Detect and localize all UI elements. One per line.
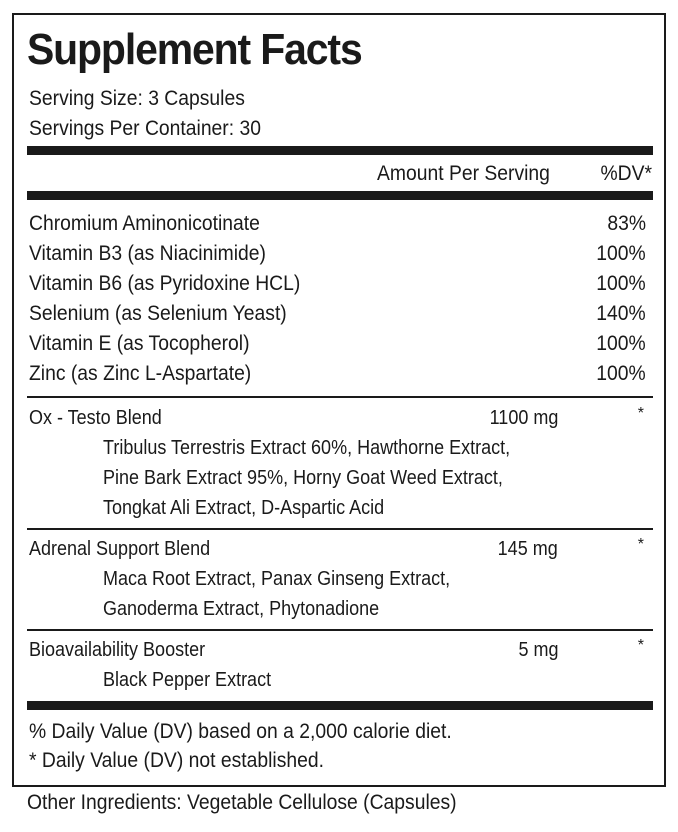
nutrient-dv: 100%: [596, 362, 646, 385]
thin-divider: [27, 528, 653, 530]
nutrient-name: Vitamin B3 (as Niacinimide): [29, 242, 266, 265]
other-ingredients: Other Ingredients: Vegetable Cellulose (Capsules): [27, 791, 457, 814]
blend-dv: *: [637, 536, 644, 553]
amount-per-serving-header: Amount Per Serving: [377, 162, 550, 185]
footnote-dv-not-established: * Daily Value (DV) not established.: [29, 749, 324, 772]
supplement-facts-panel: [12, 13, 666, 787]
serving-size: Serving Size: 3 Capsules: [29, 87, 245, 110]
nutrient-dv: 100%: [596, 332, 646, 355]
blend-ingredients-line: Ganoderma Extract, Phytonadione: [103, 598, 380, 620]
blend-ingredients-line: Pine Bark Extract 95%, Horny Goat Weed Extract,: [103, 467, 503, 489]
footnote-dv-basis: % Daily Value (DV) based on a 2,000 calorie diet.: [29, 720, 452, 743]
blend-ingredients-line: Maca Root Extract, Panax Ginseng Extract,: [103, 568, 451, 590]
nutrient-name: Vitamin B6 (as Pyridoxine HCL): [29, 272, 301, 295]
blend-ingredients-line: Tribulus Terrestris Extract 60%, Hawthorne Extract,: [103, 437, 511, 459]
thick-divider: [27, 701, 653, 710]
nutrient-dv: 140%: [596, 302, 646, 325]
nutrient-dv: 83%: [607, 212, 646, 235]
thin-divider: [27, 629, 653, 631]
nutrient-name: Zinc (as Zinc L-Aspartate): [29, 362, 252, 385]
blend-name: Adrenal Support Blend: [29, 538, 211, 560]
blend-dv: *: [637, 637, 644, 654]
servings-per-container: Servings Per Container: 30: [29, 117, 261, 140]
nutrient-name: Vitamin E (as Tocopherol): [29, 332, 250, 355]
blend-ingredients-line: Tongkat Ali Extract, D-Aspartic Acid: [103, 497, 385, 519]
nutrient-dv: 100%: [596, 272, 646, 295]
blend-name: Ox - Testo Blend: [29, 407, 162, 429]
blend-dv: *: [637, 405, 644, 422]
blend-amount: 1100 mg: [489, 407, 558, 429]
nutrient-name: Selenium (as Selenium Yeast): [29, 302, 287, 325]
thick-divider: [27, 191, 653, 200]
nutrient-name: Chromium Aminonicotinate: [29, 212, 260, 235]
thin-divider: [27, 396, 653, 398]
thick-divider: [27, 146, 653, 155]
blend-ingredients-line: Black Pepper Extract: [103, 669, 272, 691]
blend-name: Bioavailability Booster: [29, 639, 206, 661]
dv-header: %DV*: [600, 162, 652, 185]
nutrient-dv: 100%: [596, 242, 646, 265]
blend-amount: 145 mg: [497, 538, 558, 560]
blend-amount: 5 mg: [517, 639, 558, 661]
panel-title: Supplement Facts: [27, 25, 362, 74]
